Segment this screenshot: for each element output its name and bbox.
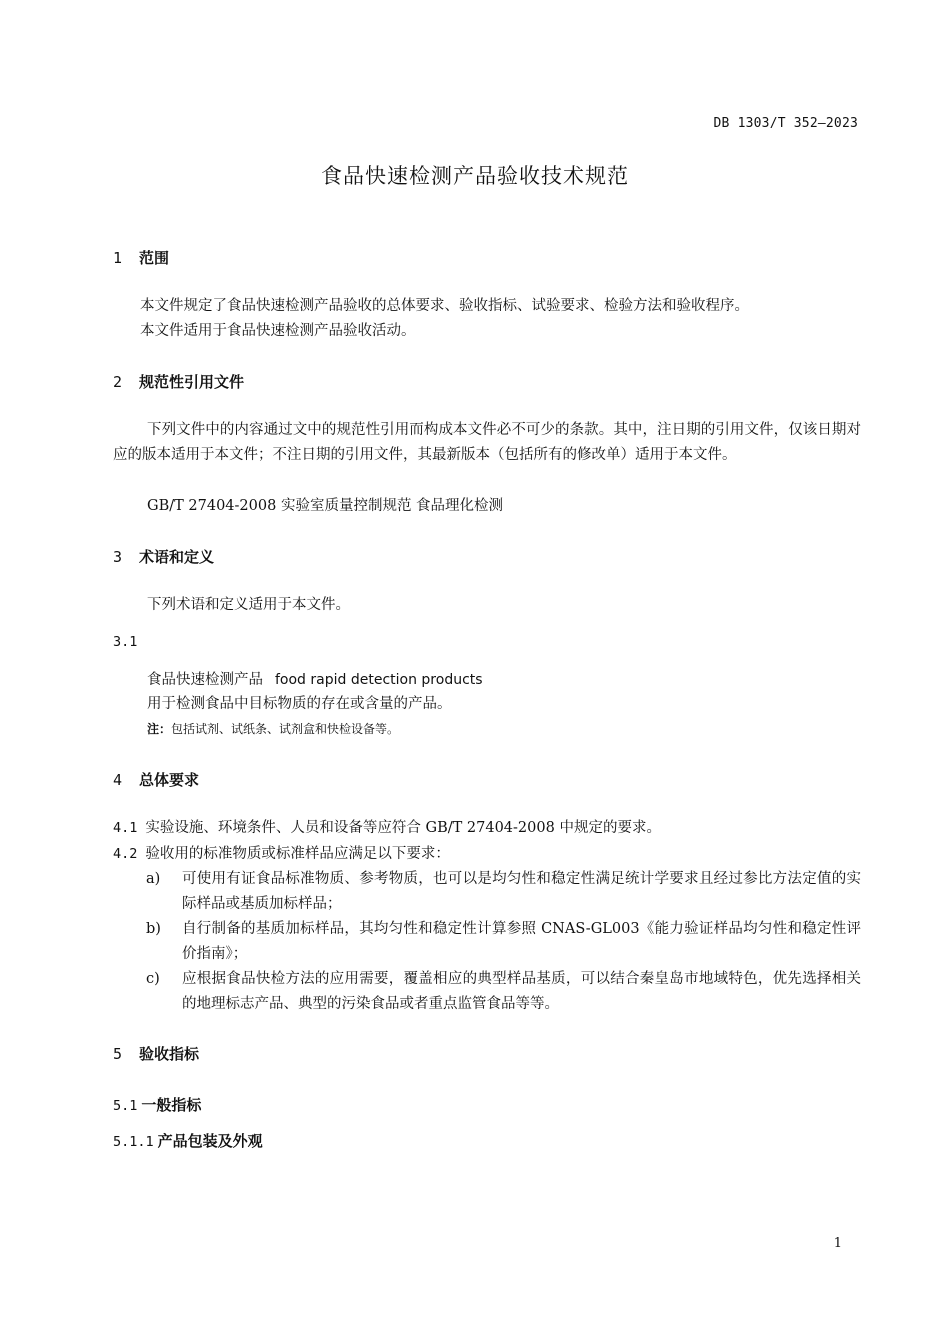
list-marker: a)	[146, 871, 161, 887]
term-number: 3.1	[113, 634, 138, 650]
section-1-paragraph-1: 本文件规定了食品快速检测产品验收的总体要求、验收指标、试验要求、检验方法和验收程序。	[140, 298, 749, 314]
term-chinese: 食品快速检测产品	[147, 672, 263, 688]
section-number: 1	[113, 249, 123, 267]
note-label: 注：	[147, 722, 172, 736]
clause-number: 4.2	[113, 846, 138, 862]
section-title: 验收指标	[139, 1045, 200, 1063]
page-number: 1	[833, 1236, 842, 1251]
section-2-paragraph: 下列文件中的内容通过文中的规范性引用而构成本文件必不可少的条款。其中，注日期的引用文件，仅该日期对应的版本适用于本文件；不注日期的引用文件，其最新版本（包括所有的修改单）适用于本文件。	[113, 422, 861, 463]
section-1-heading	[113, 247, 169, 268]
section-number: 5	[113, 1045, 123, 1063]
clause-text: 验收用的标准物质或标准样品应满足以下要求：	[145, 846, 450, 862]
subsection-5-1-1-heading	[113, 1130, 263, 1151]
list-item-text: 自行制备的基质加标样品，其均匀性和稳定性计算参照 CNAS-GL003《能力验证样品均匀性和稳定性评价指南》；	[182, 921, 861, 962]
list-item-text: 应根据食品快检方法的应用需要，覆盖相应的典型样品基质，可以结合秦皇岛市地域特色，优先选择相关的地理标志产品、典型的污染食品或者重点监管食品等等。	[182, 971, 861, 1012]
clause-text: 实验设施、环境条件、人员和设备等应符合 GB/T 27404-2008 中规定的要求。	[145, 820, 661, 836]
list-marker: b)	[146, 921, 161, 937]
subsection-title: 一般指标	[141, 1096, 202, 1114]
term-note	[147, 720, 399, 737]
term-definition: 用于检测食品中目标物质的存在或含量的产品。	[147, 696, 452, 712]
term-entry	[147, 668, 483, 693]
section-title: 范围	[139, 249, 170, 267]
section-number: 2	[113, 373, 123, 391]
section-title: 总体要求	[139, 771, 200, 789]
section-4-heading	[113, 769, 199, 790]
section-number: 4	[113, 771, 123, 789]
section-title: 术语和定义	[139, 548, 215, 566]
section-3-paragraph: 下列术语和定义适用于本文件。	[147, 597, 350, 613]
subsection-number: 5.1	[113, 1098, 138, 1114]
term-english: food rapid detection products	[275, 672, 483, 688]
list-item-a	[146, 867, 861, 917]
normative-reference: GB/T 27404-2008 实验室质量控制规范 食品理化检测	[147, 498, 504, 514]
clause-number: 4.1	[113, 820, 138, 836]
section-1-paragraph-2: 本文件适用于食品快速检测产品验收活动。	[140, 323, 416, 339]
clause-4-2	[113, 842, 450, 867]
section-2-heading	[113, 371, 244, 392]
section-5-heading	[113, 1043, 199, 1064]
section-3-heading	[113, 546, 214, 567]
section-number: 3	[113, 548, 123, 566]
subsection-5-1-heading	[113, 1094, 201, 1115]
document-code: DB 1303/T 352—2023	[713, 116, 858, 131]
document-title: 食品快速检测产品验收技术规范	[321, 164, 629, 188]
subsection-title: 产品包装及外观	[157, 1132, 263, 1150]
note-text: 包括试剂、试纸条、试剂盒和快检设备等。	[171, 722, 400, 736]
section-title: 规范性引用文件	[139, 373, 245, 391]
list-item-c	[146, 967, 861, 1017]
list-item-b	[146, 917, 861, 967]
clause-4-1	[113, 816, 661, 841]
subsection-number: 5.1.1	[113, 1134, 154, 1150]
list-item-text: 可使用有证食品标准物质、参考物质，也可以是均匀性和稳定性满足统计学要求且经过参比方法定值的实际样品或基质加标样品；	[182, 871, 861, 912]
list-marker: c)	[146, 971, 160, 987]
